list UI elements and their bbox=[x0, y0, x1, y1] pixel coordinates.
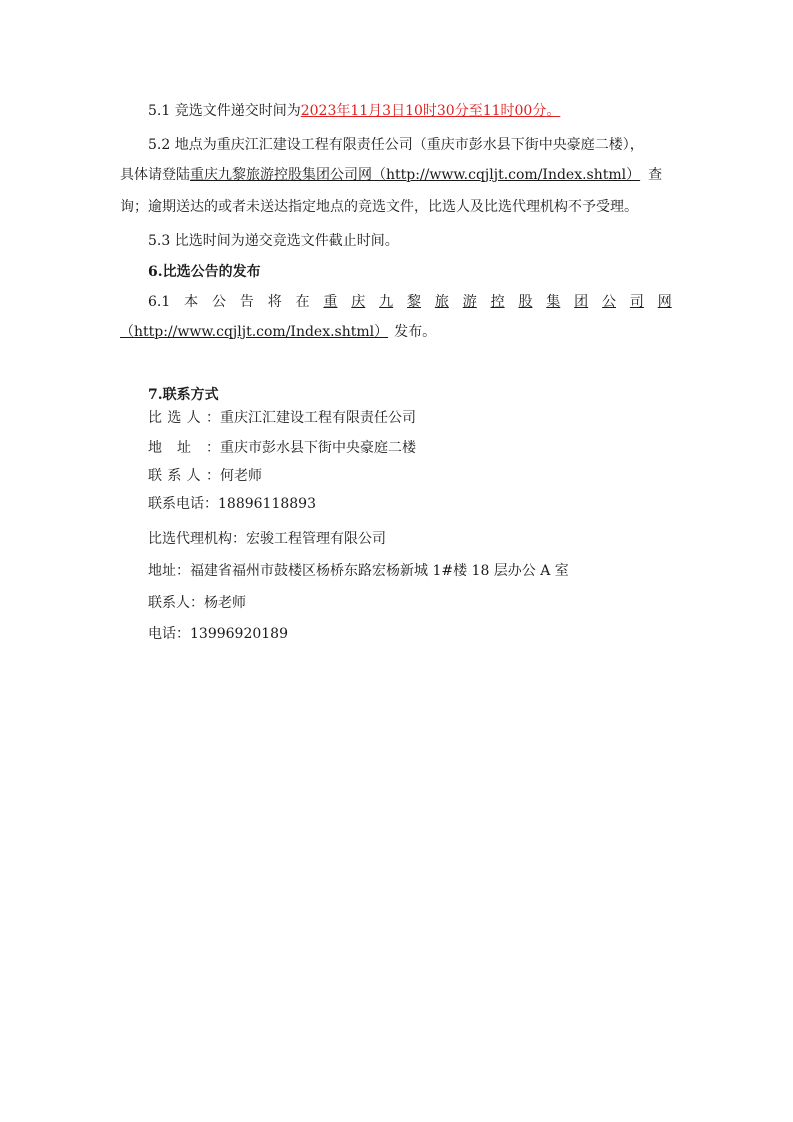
section-7-heading: 7.联系方式 bbox=[148, 387, 219, 403]
site-name-char-4[interactable]: 旅 bbox=[434, 294, 449, 310]
contact-value: 何老师 bbox=[220, 468, 262, 484]
item-5-1-suffix: 。 bbox=[546, 103, 561, 119]
agency-address-label: 地址： bbox=[148, 563, 190, 579]
site-name-char-12[interactable]: 网 bbox=[657, 294, 672, 310]
agency-phone-value: 13996920189 bbox=[190, 626, 288, 642]
phone-value: 18896118893 bbox=[218, 496, 316, 512]
bidder-row bbox=[148, 408, 416, 428]
website-link[interactable]: 重庆九黎旅游控股集团公司网（http://www.cqjljt.com/Index.shtml） bbox=[190, 167, 641, 183]
site-name-char-0[interactable]: 重 bbox=[323, 294, 338, 310]
item-5-3: 5.3 比选时间为递交竞选文件截止时间。 bbox=[148, 233, 399, 249]
site-name-char-6[interactable]: 控 bbox=[490, 294, 505, 310]
agency-label: 比选代理机构： bbox=[148, 531, 246, 547]
address-row bbox=[148, 438, 416, 458]
agency-contact-value: 杨老师 bbox=[204, 595, 246, 611]
site-name-char-10[interactable]: 公 bbox=[602, 294, 617, 310]
address-label: 地址： bbox=[148, 440, 220, 456]
contact-label: 联系人： bbox=[148, 468, 220, 484]
item-6-1-prefix-0: 6.1 bbox=[148, 294, 171, 310]
contact-row bbox=[148, 466, 262, 486]
site-name-char-1[interactable]: 庆 bbox=[351, 294, 366, 310]
agency-row bbox=[148, 529, 386, 549]
item-5-2-suffix: 查 bbox=[648, 167, 663, 183]
site-name-char-3[interactable]: 黎 bbox=[407, 294, 421, 310]
agency-contact-row bbox=[148, 593, 246, 613]
site-name-char-5[interactable]: 游 bbox=[462, 294, 477, 310]
item-5-1 bbox=[148, 101, 560, 121]
agency-phone-row bbox=[148, 624, 288, 644]
site-name-char-8[interactable]: 集 bbox=[546, 294, 561, 310]
agency-address-row bbox=[148, 561, 569, 581]
bidder-label: 比选人： bbox=[148, 410, 220, 426]
agency-contact-label: 联系人： bbox=[148, 595, 204, 611]
site-name-char-9[interactable]: 团 bbox=[574, 294, 589, 310]
address-value: 重庆市彭水县下街中央豪庭二楼 bbox=[220, 440, 416, 456]
bidder-value: 重庆江汇建设工程有限责任公司 bbox=[220, 410, 416, 426]
item-6-1-prefix-4: 将 bbox=[267, 294, 282, 310]
agency-value: 宏骏工程管理有限公司 bbox=[246, 531, 386, 547]
agency-address-value: 福建省福州市鼓楼区杨桥东路宏杨新城 1#楼 18 层办公 A 室 bbox=[190, 563, 569, 579]
item-5-2-line1: 5.2 地点为重庆江汇建设工程有限责任公司（重庆市彭水县下街中央豪庭二楼）， bbox=[148, 137, 644, 153]
site-name-char-11[interactable]: 司 bbox=[629, 294, 644, 310]
item-6-1-line1 bbox=[148, 292, 672, 312]
item-6-1-line2 bbox=[120, 322, 436, 342]
item-6-1-prefix-2: 公 bbox=[211, 294, 226, 310]
item-6-1-suffix: 发布。 bbox=[394, 324, 437, 340]
item-6-1-prefix-3: 告 bbox=[239, 294, 254, 310]
item-5-2-prefix: 具体请登陆 bbox=[120, 167, 190, 183]
section-6-heading: 6.比选公告的发布 bbox=[148, 264, 261, 280]
agency-phone-label: 电话： bbox=[148, 626, 190, 642]
site-name-char-2[interactable]: 九 bbox=[379, 294, 394, 310]
item-5-2-line3: 询；逾期送达的或者未送达指定地点的竞选文件，比选人及比选代理机构不予受理。 bbox=[120, 199, 638, 215]
item-5-1-prefix: 5.1 竞选文件递交时间为 bbox=[148, 103, 301, 119]
item-5-2-line2 bbox=[120, 165, 662, 185]
item-6-1-prefix-1: 本 bbox=[184, 294, 199, 310]
phone-row bbox=[148, 494, 316, 514]
phone-label: 联系电话： bbox=[148, 496, 218, 512]
site-name-char-7[interactable]: 股 bbox=[518, 294, 533, 310]
submission-time: 2023年11月3日10时30分至11时00分 bbox=[300, 103, 547, 119]
website-link-2[interactable]: （http://www.cqjljt.com/Index.shtml） bbox=[120, 324, 389, 340]
item-6-1-prefix-5: 在 bbox=[295, 294, 310, 310]
